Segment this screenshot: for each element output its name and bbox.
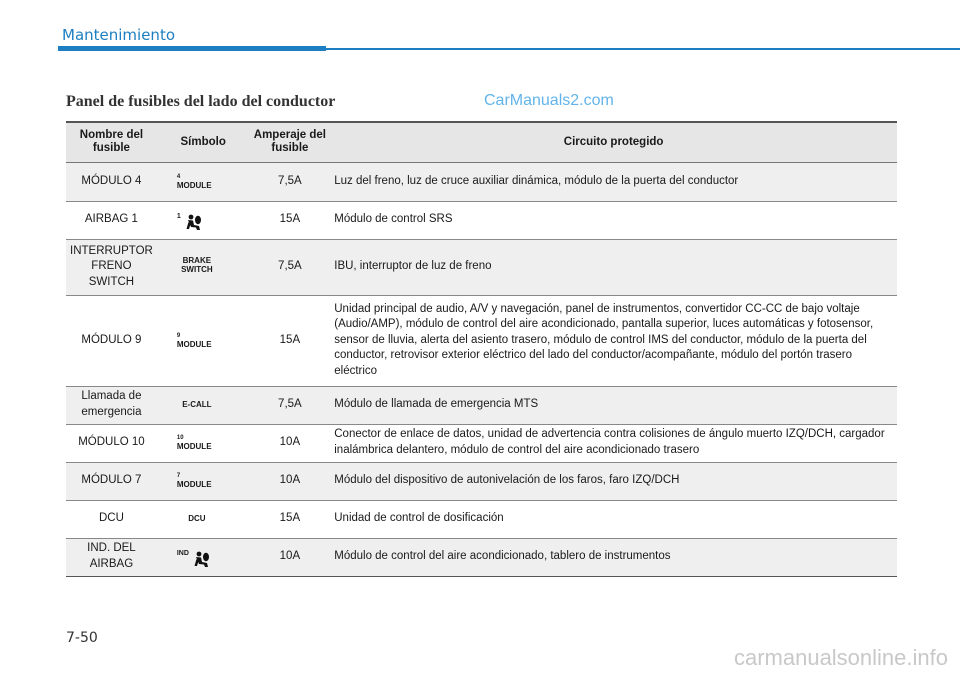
fuse-amperage: 15A	[250, 295, 331, 386]
fuse-name: MÓDULO 10	[66, 424, 157, 462]
fuse-amperage: 15A	[250, 500, 331, 538]
section-title: Mantenimiento	[62, 26, 175, 44]
fuse-symbol-cell	[157, 500, 250, 538]
header-rule-thick	[58, 46, 326, 51]
header-rule-thin	[326, 48, 960, 50]
fuse-name: DCU	[66, 500, 157, 538]
symbol-number: IND	[176, 550, 189, 557]
fuse-symbol-cell	[157, 386, 250, 424]
fuse-circuit: Unidad de control de dosificación	[330, 500, 897, 538]
fuse-symbol-cell	[157, 239, 250, 295]
fuse-symbol: E-CALL	[182, 400, 212, 410]
airbag-icon	[192, 551, 210, 569]
fuse-circuit: IBU, interruptor de luz de freno	[330, 239, 897, 295]
table-header-row	[66, 122, 897, 162]
column-header-name: Nombre del fusible	[66, 122, 157, 162]
column-header-circuit: Circuito protegido	[330, 122, 897, 162]
column-header-amperage: Amperaje del fusible	[250, 122, 331, 162]
symbol-number: 10	[176, 435, 184, 441]
fuse-amperage: 7,5A	[250, 162, 331, 201]
fuse-symbol-cell	[157, 424, 250, 462]
fuse-circuit: Unidad principal de audio, A/V y navegación, panel de instrumentos, convertidor CC-CC de bajo voltaje (Audio/AMP), módulo de control del aire acondicionado, pantalla superior, luces automáticas y fotosensor, sensor de lluvia, alerta del asiento trasero, módulo de control IMS del conductor, módulo de la puerta del conductor, retrovisor exterior eléctrico del lado del conductor/acompañante, módulo del portón trasero eléctrico	[330, 295, 897, 386]
fuse-symbol-cell	[157, 295, 250, 386]
fuse-symbol-cell	[157, 462, 250, 500]
fuse-name: IND. DEL AIRBAG	[66, 538, 157, 576]
table-row	[66, 462, 897, 500]
symbol-label: MODULE	[176, 339, 212, 349]
fuse-name: MÓDULO 7	[66, 462, 157, 500]
table-row	[66, 295, 897, 386]
fuse-symbol-cell	[157, 201, 250, 239]
fuse-name: INTERRUPTOR FRENO SWITCH	[66, 239, 157, 295]
table-row	[66, 538, 897, 576]
fuse-name: Llamada de emergencia	[66, 386, 157, 424]
watermark-link[interactable]: CarManuals2.com	[484, 92, 614, 109]
airbag-icon	[184, 214, 202, 232]
fuse-circuit: Conector de enlace de datos, unidad de advertencia contra colisiones de ángulo muerto IZQ/DCH, cargador inalámbrica delantero, módulo de control del aire acondicionado trasero	[330, 424, 897, 462]
fuse-symbol: DCU	[188, 514, 206, 524]
symbol-number: 9	[176, 332, 181, 339]
fuse-amperage: 7,5A	[250, 239, 331, 295]
fuse-table	[66, 121, 897, 577]
fuse-circuit: Módulo de llamada de emergencia MTS	[330, 386, 897, 424]
fuse-name: MÓDULO 9	[66, 295, 157, 386]
fuse-circuit: Módulo del dispositivo de autonivelación de los faros, faro IZQ/DCH	[330, 462, 897, 500]
column-header-symbol: Símbolo	[157, 122, 250, 162]
fuse-symbol	[177, 551, 210, 569]
page-number: 7-50	[66, 630, 98, 646]
table-row	[66, 386, 897, 424]
fuse-symbol-cell	[157, 162, 250, 201]
symbol-number: 4	[176, 173, 181, 180]
symbol-label: MODULE	[176, 442, 212, 451]
table-row	[66, 201, 897, 239]
symbol-label: MODULE	[176, 480, 212, 489]
fuse-amperage: 10A	[250, 424, 331, 462]
table-row	[66, 424, 897, 462]
table-row	[66, 162, 897, 201]
footer-watermark[interactable]: carmanualsonline.info	[733, 645, 948, 670]
fuse-circuit: Módulo de control del aire acondicionado, tablero de instrumentos	[330, 538, 897, 576]
table-row	[66, 239, 897, 295]
fuse-symbol	[177, 333, 250, 349]
fuse-circuit: Módulo de control SRS	[330, 201, 897, 239]
fuse-symbol: BRAKE SWITCH	[181, 256, 213, 275]
fuse-symbol	[177, 435, 250, 451]
fuse-symbol	[177, 214, 202, 232]
fuse-symbol	[177, 174, 250, 190]
symbol-number: 7	[176, 473, 181, 479]
fuse-name: AIRBAG 1	[66, 201, 157, 239]
fuse-circuit: Luz del freno, luz de cruce auxiliar dinámica, módulo de la puerta del conductor	[330, 162, 897, 201]
fuse-amperage: 7,5A	[250, 386, 331, 424]
page-heading: Panel de fusibles del lado del conductor	[66, 93, 336, 110]
fuse-symbol-cell	[157, 538, 250, 576]
fuse-symbol	[177, 473, 250, 489]
table-row	[66, 500, 897, 538]
fuse-amperage: 10A	[250, 538, 331, 576]
fuse-amperage: 15A	[250, 201, 331, 239]
fuse-name: MÓDULO 4	[66, 162, 157, 201]
fuse-amperage: 10A	[250, 462, 331, 500]
symbol-label: MODULE	[176, 180, 212, 190]
symbol-number: 1	[176, 213, 181, 220]
